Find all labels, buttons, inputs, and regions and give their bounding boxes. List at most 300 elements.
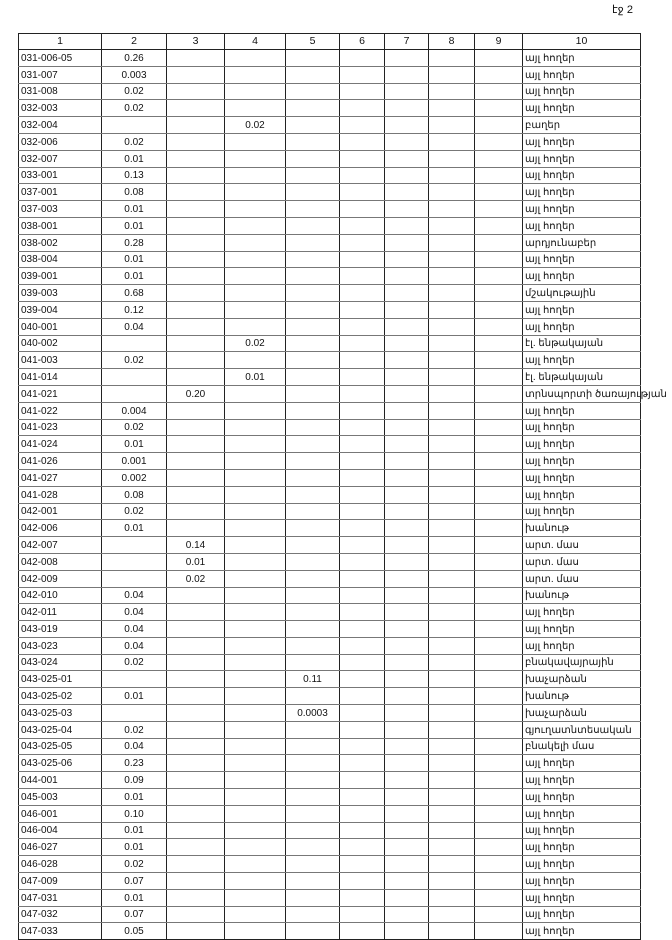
col9-cell: [475, 503, 523, 520]
col6-cell: [340, 352, 385, 369]
column-header-1: 1: [19, 34, 102, 50]
col8-cell: [429, 301, 475, 318]
col8-cell: [429, 318, 475, 335]
parcel-code-cell: 046-001: [19, 805, 102, 822]
col2-value-cell: 0.02: [102, 352, 167, 369]
column-header-2: 2: [102, 34, 167, 50]
parcel-code-cell: 039-003: [19, 285, 102, 302]
land-use-cell: այլ հողեր: [523, 755, 641, 772]
col6-cell: [340, 822, 385, 839]
parcel-code-cell: 031-006-05: [19, 50, 102, 67]
parcel-code-cell: 037-001: [19, 184, 102, 201]
col6-cell: [340, 251, 385, 268]
col4-value-cell: [225, 436, 286, 453]
col7-cell: [385, 705, 429, 722]
col3-value-cell: [167, 755, 225, 772]
col5-value-cell: [286, 822, 340, 839]
col7-cell: [385, 419, 429, 436]
col5-value-cell: [286, 839, 340, 856]
table-row: [19, 520, 641, 537]
land-register-table: [18, 33, 667, 940]
column-header-6: 6: [340, 34, 385, 50]
col2-value-cell: 0.02: [102, 419, 167, 436]
col9-cell: [475, 671, 523, 688]
col3-value-cell: [167, 436, 225, 453]
col8-cell: [429, 654, 475, 671]
col2-value-cell: 0.01: [102, 217, 167, 234]
col2-value-cell: 0.23: [102, 755, 167, 772]
col4-value-cell: [225, 66, 286, 83]
land-use-cell: այլ հողեր: [523, 150, 641, 167]
col5-value-cell: [286, 570, 340, 587]
land-use-cell: էլ. ենթակայան: [523, 335, 641, 352]
col9-cell: [475, 789, 523, 806]
col3-value-cell: [167, 503, 225, 520]
col9-cell: [475, 66, 523, 83]
col7-cell: [385, 335, 429, 352]
col4-value-cell: [225, 318, 286, 335]
col6-cell: [340, 469, 385, 486]
col8-cell: [429, 873, 475, 890]
col5-value-cell: [286, 385, 340, 402]
parcel-code-cell: 031-008: [19, 83, 102, 100]
table-row: [19, 402, 641, 419]
parcel-code-cell: 037-003: [19, 201, 102, 218]
col2-value-cell: 0.01: [102, 436, 167, 453]
land-use-cell: այլ հողեր: [523, 268, 641, 285]
table-row: [19, 419, 641, 436]
table-row: [19, 150, 641, 167]
col4-value-cell: [225, 721, 286, 738]
table-row: [19, 856, 641, 873]
col9-cell: [475, 822, 523, 839]
col4-value-cell: [225, 822, 286, 839]
col9-cell: [475, 335, 523, 352]
col9-cell: [475, 251, 523, 268]
col7-cell: [385, 217, 429, 234]
land-use-cell: այլ հողեր: [523, 419, 641, 436]
parcel-code-cell: 043-019: [19, 621, 102, 638]
col6-cell: [340, 184, 385, 201]
col5-value-cell: [286, 738, 340, 755]
col5-value-cell: [286, 805, 340, 822]
col5-value-cell: [286, 637, 340, 654]
col5-value-cell: [286, 755, 340, 772]
col6-cell: [340, 520, 385, 537]
col4-value-cell: [225, 419, 286, 436]
col6-cell: [340, 201, 385, 218]
col2-value-cell: 0.10: [102, 805, 167, 822]
col5-value-cell: [286, 402, 340, 419]
col8-cell: [429, 335, 475, 352]
col7-cell: [385, 839, 429, 856]
col8-cell: [429, 469, 475, 486]
col8-cell: [429, 150, 475, 167]
col3-value-cell: [167, 184, 225, 201]
col5-value-cell: [286, 83, 340, 100]
col8-cell: [429, 671, 475, 688]
table-row: [19, 117, 641, 134]
parcel-code-cell: 043-025-02: [19, 688, 102, 705]
col9-cell: [475, 369, 523, 386]
col3-value-cell: [167, 234, 225, 251]
col3-value-cell: [167, 654, 225, 671]
parcel-code-cell: 047-009: [19, 873, 102, 890]
land-use-cell: այլ հողեր: [523, 604, 641, 621]
land-use-cell: այլ հողեր: [523, 66, 641, 83]
col8-cell: [429, 839, 475, 856]
col2-value-cell: 0.02: [102, 133, 167, 150]
col3-value-cell: [167, 721, 225, 738]
col7-cell: [385, 453, 429, 470]
col2-value-cell: 0.04: [102, 587, 167, 604]
land-use-cell: խանութ: [523, 587, 641, 604]
land-use-cell: այլ հողեր: [523, 889, 641, 906]
col9-cell: [475, 553, 523, 570]
col4-value-cell: [225, 167, 286, 184]
col4-value-cell: [225, 671, 286, 688]
col2-value-cell: [102, 385, 167, 402]
col7-cell: [385, 755, 429, 772]
col7-cell: [385, 352, 429, 369]
land-use-cell: այլ հողեր: [523, 352, 641, 369]
col5-value-cell: [286, 688, 340, 705]
col9-cell: [475, 486, 523, 503]
col3-value-cell: 0.01: [167, 553, 225, 570]
col2-value-cell: 0.02: [102, 83, 167, 100]
col5-value-cell: [286, 251, 340, 268]
col2-value-cell: 0.08: [102, 486, 167, 503]
col9-cell: [475, 570, 523, 587]
col6-cell: [340, 705, 385, 722]
col2-value-cell: 0.26: [102, 50, 167, 67]
parcel-code-cell: 032-004: [19, 117, 102, 134]
col3-value-cell: [167, 705, 225, 722]
col6-cell: [340, 100, 385, 117]
col4-value-cell: [225, 352, 286, 369]
col4-value-cell: [225, 621, 286, 638]
table-row: [19, 755, 641, 772]
col2-value-cell: 0.01: [102, 520, 167, 537]
col6-cell: [340, 318, 385, 335]
land-use-cell: այլ հողեր: [523, 772, 641, 789]
land-use-cell: գյուղատնտեսական: [523, 721, 641, 738]
col6-cell: [340, 621, 385, 638]
col7-cell: [385, 369, 429, 386]
column-header-row: [19, 34, 641, 50]
col3-value-cell: [167, 201, 225, 218]
col7-cell: [385, 268, 429, 285]
col6-cell: [340, 654, 385, 671]
col4-value-cell: [225, 469, 286, 486]
table-row: [19, 553, 641, 570]
col9-cell: [475, 117, 523, 134]
table-row: [19, 604, 641, 621]
column-header-7: 7: [385, 34, 429, 50]
parcel-code-cell: 041-023: [19, 419, 102, 436]
col8-cell: [429, 856, 475, 873]
col8-cell: [429, 251, 475, 268]
land-use-cell: խաչարձան: [523, 671, 641, 688]
col6-cell: [340, 553, 385, 570]
land-use-cell: այլ հողեր: [523, 167, 641, 184]
table-row: [19, 923, 641, 940]
land-use-cell: այլ հողեր: [523, 621, 641, 638]
land-use-cell: այլ հողեր: [523, 251, 641, 268]
parcel-code-cell: 042-008: [19, 553, 102, 570]
land-use-cell: բնակավայրային: [523, 654, 641, 671]
land-use-cell: այլ հողեր: [523, 201, 641, 218]
col5-value-cell: [286, 184, 340, 201]
col9-cell: [475, 469, 523, 486]
col4-value-cell: [225, 738, 286, 755]
col2-value-cell: 0.01: [102, 688, 167, 705]
col4-value-cell: [225, 755, 286, 772]
col9-cell: [475, 738, 523, 755]
land-use-cell: այլ հողեր: [523, 184, 641, 201]
col5-value-cell: [286, 50, 340, 67]
col4-value-cell: [225, 839, 286, 856]
col5-value-cell: [286, 369, 340, 386]
table-row: [19, 453, 641, 470]
col8-cell: [429, 402, 475, 419]
col8-cell: [429, 688, 475, 705]
col7-cell: [385, 184, 429, 201]
table-row: [19, 100, 641, 117]
col7-cell: [385, 671, 429, 688]
col4-value-cell: 0.02: [225, 335, 286, 352]
column-header-8: 8: [429, 34, 475, 50]
col9-cell: [475, 856, 523, 873]
col2-value-cell: 0.01: [102, 839, 167, 856]
col3-value-cell: [167, 805, 225, 822]
col3-value-cell: [167, 873, 225, 890]
col8-cell: [429, 100, 475, 117]
col3-value-cell: [167, 671, 225, 688]
col3-value-cell: [167, 251, 225, 268]
land-use-cell: արտ. մաս: [523, 570, 641, 587]
col2-value-cell: 0.02: [102, 721, 167, 738]
col5-value-cell: [286, 906, 340, 923]
col8-cell: [429, 419, 475, 436]
col4-value-cell: [225, 570, 286, 587]
parcel-code-cell: 046-028: [19, 856, 102, 873]
col6-cell: [340, 234, 385, 251]
col4-value-cell: [225, 805, 286, 822]
col5-value-cell: [286, 268, 340, 285]
table-row: [19, 50, 641, 67]
col9-cell: [475, 705, 523, 722]
col8-cell: [429, 352, 475, 369]
col8-cell: [429, 923, 475, 940]
col5-value-cell: [286, 352, 340, 369]
land-use-cell: խաչարձան: [523, 705, 641, 722]
land-use-cell: այլ հողեր: [523, 906, 641, 923]
col3-value-cell: [167, 217, 225, 234]
table-row: [19, 251, 641, 268]
table-row: [19, 805, 641, 822]
parcel-code-cell: 042-009: [19, 570, 102, 587]
col3-value-cell: [167, 587, 225, 604]
col9-cell: [475, 923, 523, 940]
col6-cell: [340, 671, 385, 688]
col5-value-cell: [286, 856, 340, 873]
col8-cell: [429, 486, 475, 503]
col7-cell: [385, 251, 429, 268]
col4-value-cell: [225, 587, 286, 604]
col9-cell: [475, 318, 523, 335]
col6-cell: [340, 805, 385, 822]
col9-cell: [475, 419, 523, 436]
col3-value-cell: [167, 889, 225, 906]
col4-value-cell: [225, 889, 286, 906]
col4-value-cell: [225, 133, 286, 150]
col2-value-cell: 0.01: [102, 268, 167, 285]
col6-cell: [340, 856, 385, 873]
table-row: [19, 570, 641, 587]
parcel-code-cell: 031-007: [19, 66, 102, 83]
col8-cell: [429, 201, 475, 218]
parcel-code-cell: 033-001: [19, 167, 102, 184]
table-row: [19, 721, 641, 738]
land-use-cell: խանութ: [523, 688, 641, 705]
column-header-3: 3: [167, 34, 225, 50]
col5-value-cell: [286, 285, 340, 302]
col4-value-cell: [225, 503, 286, 520]
col9-cell: [475, 301, 523, 318]
col4-value-cell: [225, 486, 286, 503]
table-row: [19, 587, 641, 604]
col5-value-cell: [286, 133, 340, 150]
col7-cell: [385, 537, 429, 554]
col4-value-cell: [225, 234, 286, 251]
parcel-code-cell: 039-001: [19, 268, 102, 285]
col9-cell: [475, 50, 523, 67]
table-row: [19, 318, 641, 335]
col7-cell: [385, 906, 429, 923]
col5-value-cell: [286, 873, 340, 890]
col5-value-cell: [286, 772, 340, 789]
col5-value-cell: [286, 486, 340, 503]
col6-cell: [340, 688, 385, 705]
col5-value-cell: [286, 335, 340, 352]
col8-cell: [429, 369, 475, 386]
col8-cell: [429, 285, 475, 302]
col4-value-cell: [225, 385, 286, 402]
col3-value-cell: [167, 100, 225, 117]
col3-value-cell: [167, 117, 225, 134]
col4-value-cell: [225, 100, 286, 117]
parcel-code-cell: 042-001: [19, 503, 102, 520]
table-row: [19, 906, 641, 923]
col5-value-cell: [286, 553, 340, 570]
col7-cell: [385, 637, 429, 654]
parcel-code-cell: 032-007: [19, 150, 102, 167]
col5-value-cell: [286, 117, 340, 134]
col7-cell: [385, 503, 429, 520]
land-use-cell: այլ հողեր: [523, 789, 641, 806]
col7-cell: [385, 301, 429, 318]
col4-value-cell: [225, 856, 286, 873]
col6-cell: [340, 906, 385, 923]
land-use-cell: արտ. մաս: [523, 537, 641, 554]
col7-cell: [385, 805, 429, 822]
col8-cell: [429, 721, 475, 738]
col6-cell: [340, 385, 385, 402]
col7-cell: [385, 486, 429, 503]
col8-cell: [429, 520, 475, 537]
col6-cell: [340, 217, 385, 234]
col7-cell: [385, 385, 429, 402]
parcel-code-cell: 038-002: [19, 234, 102, 251]
col9-cell: [475, 654, 523, 671]
col4-value-cell: [225, 688, 286, 705]
col3-value-cell: [167, 301, 225, 318]
col5-value-cell: [286, 789, 340, 806]
col7-cell: [385, 234, 429, 251]
table-row: [19, 671, 641, 688]
col7-cell: [385, 469, 429, 486]
col2-value-cell: 0.003: [102, 66, 167, 83]
parcel-code-cell: 043-025-05: [19, 738, 102, 755]
col8-cell: [429, 789, 475, 806]
col2-value-cell: 0.01: [102, 150, 167, 167]
table-row: [19, 217, 641, 234]
col4-value-cell: [225, 217, 286, 234]
col9-cell: [475, 133, 523, 150]
col5-value-cell: [286, 587, 340, 604]
col7-cell: [385, 150, 429, 167]
col4-value-cell: [225, 50, 286, 67]
land-use-cell: այլ հողեր: [523, 923, 641, 940]
col3-value-cell: [167, 318, 225, 335]
column-header-4: 4: [225, 34, 286, 50]
col7-cell: [385, 822, 429, 839]
col5-value-cell: [286, 453, 340, 470]
col4-value-cell: [225, 150, 286, 167]
col3-value-cell: [167, 83, 225, 100]
parcel-code-cell: 043-025-03: [19, 705, 102, 722]
col2-value-cell: [102, 570, 167, 587]
col7-cell: [385, 738, 429, 755]
col9-cell: [475, 520, 523, 537]
parcel-code-cell: 042-011: [19, 604, 102, 621]
col6-cell: [340, 167, 385, 184]
table-row: [19, 469, 641, 486]
col6-cell: [340, 721, 385, 738]
col2-value-cell: 0.04: [102, 738, 167, 755]
col6-cell: [340, 436, 385, 453]
col8-cell: [429, 385, 475, 402]
table-row: [19, 486, 641, 503]
land-use-cell: արդյունաբեր: [523, 234, 641, 251]
col9-cell: [475, 268, 523, 285]
col8-cell: [429, 772, 475, 789]
col9-cell: [475, 805, 523, 822]
col5-value-cell: [286, 923, 340, 940]
col3-value-cell: [167, 150, 225, 167]
col2-value-cell: [102, 705, 167, 722]
col9-cell: [475, 184, 523, 201]
col8-cell: [429, 436, 475, 453]
col7-cell: [385, 66, 429, 83]
col4-value-cell: [225, 285, 286, 302]
col2-value-cell: [102, 671, 167, 688]
parcel-code-cell: 043-025-01: [19, 671, 102, 688]
col9-cell: [475, 637, 523, 654]
col7-cell: [385, 402, 429, 419]
col4-value-cell: [225, 654, 286, 671]
